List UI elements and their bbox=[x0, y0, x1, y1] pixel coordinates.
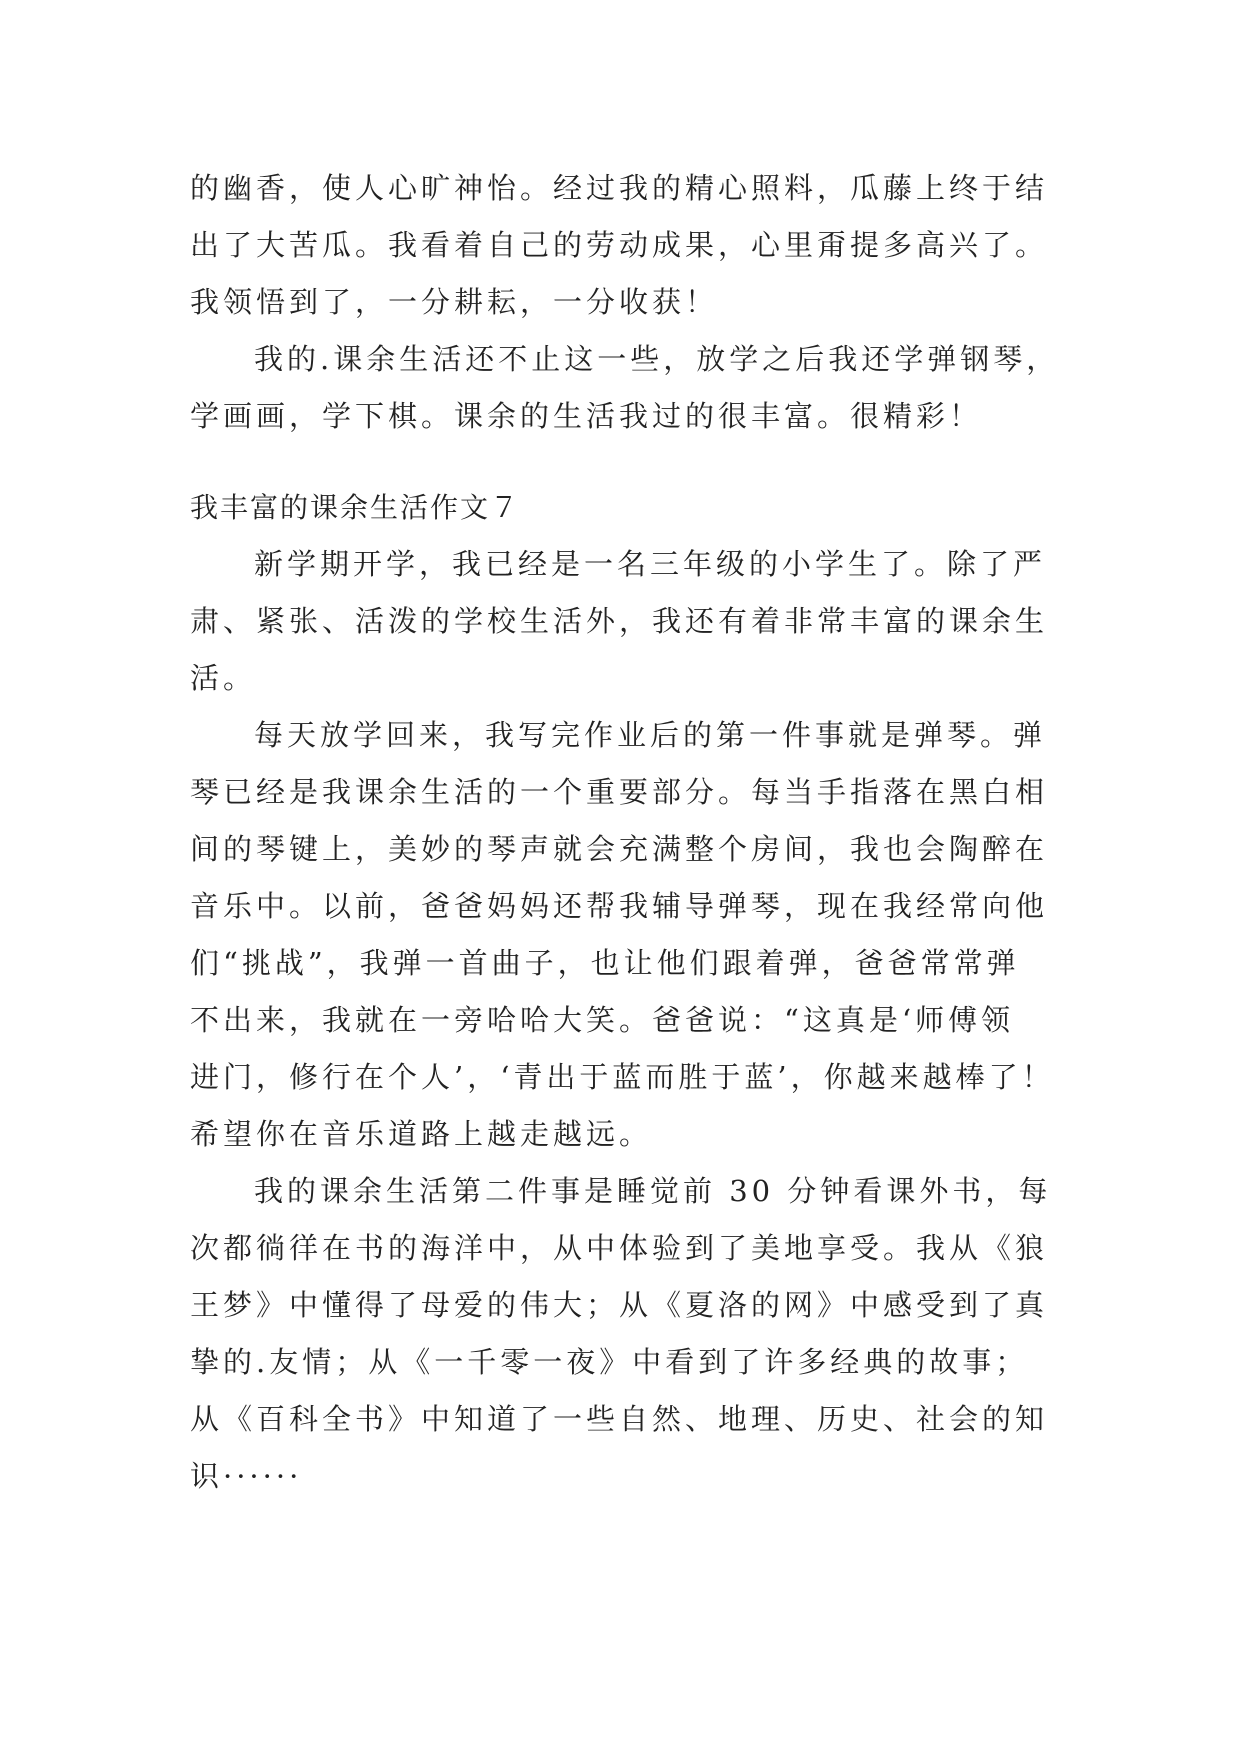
text-line: 进门，修行在个人’，‘青出于蓝而胜于蓝’，你越来越棒了！ bbox=[190, 1060, 1055, 1094]
text-line: 音乐中。以前，爸爸妈妈还帮我辅导弹琴，现在我经常向他 bbox=[190, 889, 1049, 923]
text-line: 活。 bbox=[190, 661, 257, 695]
text-line: 挚的.友情；从《一千零一夜》中看到了许多经典的故事； bbox=[190, 1345, 1029, 1379]
paragraph bbox=[190, 536, 1070, 707]
text-line: 我的.课余生活还不止这一些，放学之后我还学弹钢琴， bbox=[254, 342, 1060, 376]
text-line: 肃、紧张、活泼的学校生活外，我还有着非常丰富的课余生 bbox=[190, 604, 1049, 638]
text-line: 的幽香，使人心旷神怡。经过我的精心照料，瓜藤上终于结 bbox=[190, 171, 1049, 205]
text-line: 次都徜徉在书的海洋中，从中体验到了美地享受。我从《狼 bbox=[190, 1231, 1049, 1265]
paragraph bbox=[190, 1163, 1070, 1505]
text-line: 从《百科全书》中知道了一些自然、地理、历史、社会的知 bbox=[190, 1402, 1049, 1436]
text-line: 们“挑战”，我弹一首曲子，也让他们跟着弹，爸爸常常弹 bbox=[190, 946, 1020, 980]
text-line: 不出来，我就在一旁哈哈大笑。爸爸说：“这真是‘师傅领 bbox=[190, 1003, 1015, 1037]
paragraph bbox=[190, 160, 1070, 331]
text-line: 间的琴键上，美妙的琴声就会充满整个房间，我也会陶醉在 bbox=[190, 832, 1049, 866]
paragraph bbox=[190, 707, 1070, 1163]
text-line: 每天放学回来，我写完作业后的第一件事就是弹琴。弹 bbox=[254, 718, 1047, 752]
essay-title: 我丰富的课余生活作文７ bbox=[190, 491, 521, 524]
text-line: 希望你在音乐道路上越走越远。 bbox=[190, 1117, 653, 1151]
text-line: 学画画，学下棋。课余的生活我过的很丰富。很精彩！ bbox=[190, 399, 983, 433]
text-line: 我领悟到了，一分耕耘，一分收获！ bbox=[190, 285, 719, 319]
text-line: 识······ bbox=[190, 1459, 303, 1493]
text-line: 琴已经是我课余生活的一个重要部分。每当手指落在黑白相 bbox=[190, 775, 1049, 809]
text-line: 新学期开学，我已经是一名三年级的小学生了。除了严 bbox=[254, 547, 1047, 581]
text-line: 我的课余生活第二件事是睡觉前 30 分钟看课外书，每 bbox=[254, 1174, 1052, 1208]
paragraph bbox=[190, 331, 1070, 445]
text-line: 出了大苦瓜。我看着自己的劳动成果，心里甭提多高兴了。 bbox=[190, 228, 1049, 262]
document-body bbox=[190, 160, 1070, 1505]
text-line: 王梦》中懂得了母爱的伟大；从《夏洛的网》中感受到了真 bbox=[190, 1288, 1049, 1322]
